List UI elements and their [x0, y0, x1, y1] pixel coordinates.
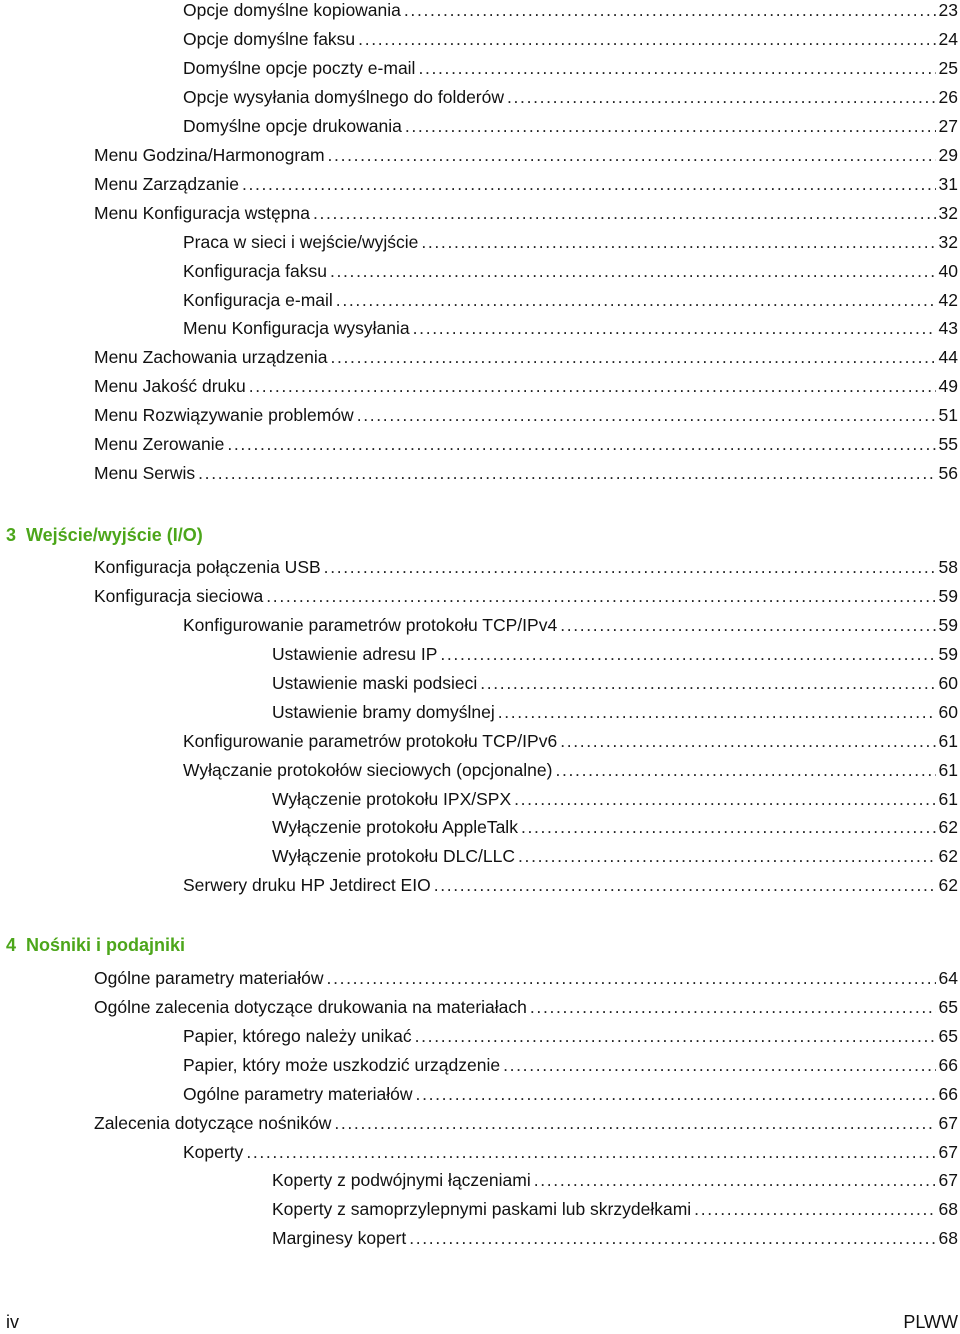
toc-entry-page: 64 [938, 968, 958, 988]
dot-leader [328, 143, 936, 167]
dot-leader [514, 787, 935, 811]
toc-entry-page: 32 [938, 232, 958, 252]
toc-entry-title: Konfiguracja połączenia USB [94, 557, 321, 577]
toc-entry-title: Ogólne zalecenia dotyczące drukowania na materiałach [94, 997, 527, 1017]
dot-leader [440, 642, 935, 666]
dot-leader [518, 844, 936, 868]
dot-leader [242, 172, 936, 196]
toc-entry[interactable] [94, 584, 958, 608]
toc-entry-page: 23 [938, 0, 958, 20]
toc-entry[interactable] [183, 316, 958, 340]
toc-entry[interactable] [94, 995, 958, 1019]
toc-entry-title: Menu Godzina/Harmonogram [94, 145, 325, 165]
toc-entry-title: Wyłączenie protokołu DLC/LLC [272, 846, 516, 866]
dot-leader [324, 555, 936, 579]
toc-entry-page: 51 [938, 405, 958, 425]
dot-leader [358, 27, 935, 51]
toc-entry-page: 59 [938, 615, 958, 635]
toc-entry[interactable] [183, 613, 958, 637]
toc-entry-page: 42 [938, 290, 958, 310]
chapter-title: Nośniki i podajniki [26, 935, 186, 955]
toc-entry-page: 67 [938, 1142, 958, 1162]
chapter-title: Wejście/wyjście (I/O) [26, 525, 203, 545]
toc-entry-title: Konfigurowanie parametrów protokołu TCP/IPv6 [183, 731, 558, 751]
toc-entry[interactable] [183, 27, 958, 51]
toc-entry-page: 60 [938, 673, 958, 693]
toc-entry-page: 67 [938, 1113, 958, 1133]
dot-leader [330, 259, 936, 283]
toc-entry[interactable] [94, 201, 958, 225]
toc-entry-title: Papier, który może uszkodzić urządzenie [183, 1055, 501, 1075]
toc-entry-page: 56 [938, 463, 958, 483]
toc-entry-title: Menu Konfiguracja wysyłania [183, 318, 410, 338]
toc-entry-page: 26 [938, 87, 958, 107]
toc-entry-page: 44 [938, 347, 958, 367]
toc-entry[interactable] [183, 114, 958, 138]
toc-entry[interactable] [272, 700, 958, 724]
toc-entry-page: 68 [938, 1228, 958, 1248]
toc-entry-title: Wyłączenie protokołu AppleTalk [272, 817, 518, 837]
toc-entry-page: 61 [938, 731, 958, 751]
toc-entry-title: Konfiguracja sieciowa [94, 586, 264, 606]
toc-entry-title: Koperty [183, 1142, 244, 1162]
toc-entry[interactable] [272, 1226, 958, 1250]
dot-leader [418, 56, 935, 80]
toc-entry[interactable] [94, 143, 958, 167]
dot-leader [555, 758, 935, 782]
toc-entry[interactable] [183, 288, 958, 312]
dot-leader [507, 85, 936, 109]
toc-entry[interactable] [94, 345, 958, 369]
dot-leader [227, 432, 935, 456]
toc-entry[interactable] [183, 0, 958, 22]
dot-leader [434, 873, 936, 897]
toc-entry[interactable] [183, 1053, 958, 1077]
toc-entry-page: 61 [938, 789, 958, 809]
toc-entry[interactable] [94, 555, 958, 579]
toc-entry-page: 65 [938, 997, 958, 1017]
toc-entry[interactable] [272, 1197, 958, 1221]
dot-leader [534, 1168, 936, 1192]
dot-leader [330, 345, 935, 369]
toc-entry-page: 43 [938, 318, 958, 338]
toc-entry-page: 27 [938, 116, 958, 136]
toc-entry[interactable] [183, 85, 958, 109]
toc-entry-title: Menu Zarządzanie [94, 174, 239, 194]
dot-leader [498, 700, 936, 724]
dot-leader [421, 230, 935, 254]
toc-entry-page: 66 [938, 1055, 958, 1075]
dot-leader [246, 1140, 935, 1164]
toc-entry-title: Domyślne opcje drukowania [183, 116, 402, 136]
dot-leader [266, 584, 935, 608]
toc-entry[interactable] [94, 432, 958, 456]
toc-entry-title: Ustawienie bramy domyślnej [272, 702, 495, 722]
toc-entry[interactable] [94, 374, 958, 398]
toc-entry[interactable] [183, 1140, 958, 1164]
toc-entry-title: Domyślne opcje poczty e-mail [183, 58, 416, 78]
toc-entry[interactable] [272, 844, 958, 868]
toc-entry[interactable] [272, 1168, 958, 1192]
toc-entry-title: Menu Konfiguracja wstępna [94, 203, 310, 223]
dot-leader [404, 0, 936, 22]
toc-entry-title: Menu Jakość druku [94, 376, 246, 396]
toc-entry-title: Wyłączenie protokołu IPX/SPX [272, 789, 512, 809]
toc-entry-page: 62 [938, 846, 958, 866]
toc-entry-page: 62 [938, 875, 958, 895]
toc-entry[interactable] [183, 729, 958, 753]
toc-entry-title: Konfiguracja e-mail [183, 290, 333, 310]
dot-leader [313, 201, 936, 225]
toc-entry-title: Zalecenia dotyczące nośników [94, 1113, 332, 1133]
toc-entry-page: 67 [938, 1170, 958, 1190]
toc-entry[interactable] [94, 461, 958, 485]
toc-entry[interactable] [183, 230, 958, 254]
toc-entry[interactable] [183, 873, 958, 897]
toc-entry[interactable] [183, 1082, 958, 1106]
toc-entry-page: 40 [938, 261, 958, 281]
toc-entry-page: 31 [938, 174, 958, 194]
toc-entry-page: 66 [938, 1084, 958, 1104]
toc-entry[interactable] [272, 671, 958, 695]
toc-entry[interactable] [183, 758, 958, 782]
toc-entry-title: Menu Rozwiązywanie problemów [94, 405, 354, 425]
toc-entry-title: Opcje domyślne kopiowania [183, 0, 401, 20]
chapter-number: 4 [6, 935, 17, 955]
dot-leader [503, 1053, 935, 1077]
toc-entry-page: 68 [938, 1199, 958, 1219]
dot-leader [334, 1111, 935, 1135]
chapter-heading[interactable] [6, 932, 185, 958]
toc-entry-title: Opcje wysyłania domyślnego do folderów [183, 87, 504, 107]
toc-entry-title: Opcje domyślne faksu [183, 29, 356, 49]
toc-entry[interactable] [183, 259, 958, 283]
toc-entry-page: 61 [938, 760, 958, 780]
toc-entry[interactable] [272, 642, 958, 666]
chapter-number: 3 [6, 525, 17, 545]
toc-entry[interactable] [272, 787, 958, 811]
toc-entry-title: Koperty z samoprzylepnymi paskami lub skrzydełkami [272, 1199, 692, 1219]
toc-entry-title: Menu Serwis [94, 463, 196, 483]
toc-entry-page: 65 [938, 1026, 958, 1046]
toc-entry-page: 25 [938, 58, 958, 78]
dot-leader [694, 1197, 935, 1221]
toc-entry-page: 49 [938, 376, 958, 396]
dot-leader [521, 815, 936, 839]
dot-leader [480, 671, 935, 695]
dot-leader [415, 1024, 936, 1048]
toc-entry-title: Ustawienie maski podsieci [272, 673, 478, 693]
toc-entry-title: Praca w sieci i wejście/wyjście [183, 232, 419, 252]
toc-entry-page: 58 [938, 557, 958, 577]
dot-leader [409, 1226, 935, 1250]
toc-entry[interactable] [94, 403, 958, 427]
toc-entry-page: 60 [938, 702, 958, 722]
toc-entry-title: Serwery druku HP Jetdirect EIO [183, 875, 431, 895]
toc-entry-title: Ogólne parametry materiałów [94, 968, 324, 988]
toc-entry-title: Papier, którego należy unikać [183, 1026, 412, 1046]
toc-entry-title: Menu Zachowania urządzenia [94, 347, 328, 367]
dot-leader [416, 1082, 936, 1106]
dot-leader [336, 288, 936, 312]
toc-entry-title: Koperty z podwójnymi łączeniami [272, 1170, 531, 1190]
toc-entry-title: Konfigurowanie parametrów protokołu TCP/IPv4 [183, 615, 558, 635]
toc-entry-page: 62 [938, 817, 958, 837]
dot-leader [249, 374, 936, 398]
toc-entry[interactable] [272, 815, 958, 839]
footer-page-number: iv [6, 1312, 19, 1332]
footer-language-code: PLWW [903, 1312, 958, 1332]
toc-entry-title: Konfiguracja faksu [183, 261, 327, 281]
toc-entry-page: 32 [938, 203, 958, 223]
dot-leader [413, 316, 936, 340]
chapter-heading[interactable] [6, 522, 203, 548]
dot-leader [198, 461, 935, 485]
toc-entry-page: 55 [938, 434, 958, 454]
toc-entry-title: Ustawienie adresu IP [272, 644, 438, 664]
dot-leader [530, 995, 936, 1019]
toc-entry-page: 29 [938, 145, 958, 165]
toc-entry[interactable] [94, 966, 958, 990]
toc-entry-page: 59 [938, 644, 958, 664]
dot-leader [405, 114, 936, 138]
dot-leader [560, 613, 935, 637]
dot-leader [357, 403, 936, 427]
toc-entry-title: Wyłączanie protokołów sieciowych (opcjonalne) [183, 760, 553, 780]
toc-entry-title: Ogólne parametry materiałów [183, 1084, 413, 1104]
toc-entry-title: Marginesy kopert [272, 1228, 407, 1248]
toc-entry-page: 24 [938, 29, 958, 49]
toc-entry[interactable] [94, 1111, 958, 1135]
toc-entry[interactable] [94, 172, 958, 196]
dot-leader [560, 729, 935, 753]
dot-leader [327, 966, 936, 990]
toc-entry[interactable] [183, 1024, 958, 1048]
toc-entry[interactable] [183, 56, 958, 80]
toc-entry-page: 59 [938, 586, 958, 606]
toc-entry-title: Menu Zerowanie [94, 434, 225, 454]
